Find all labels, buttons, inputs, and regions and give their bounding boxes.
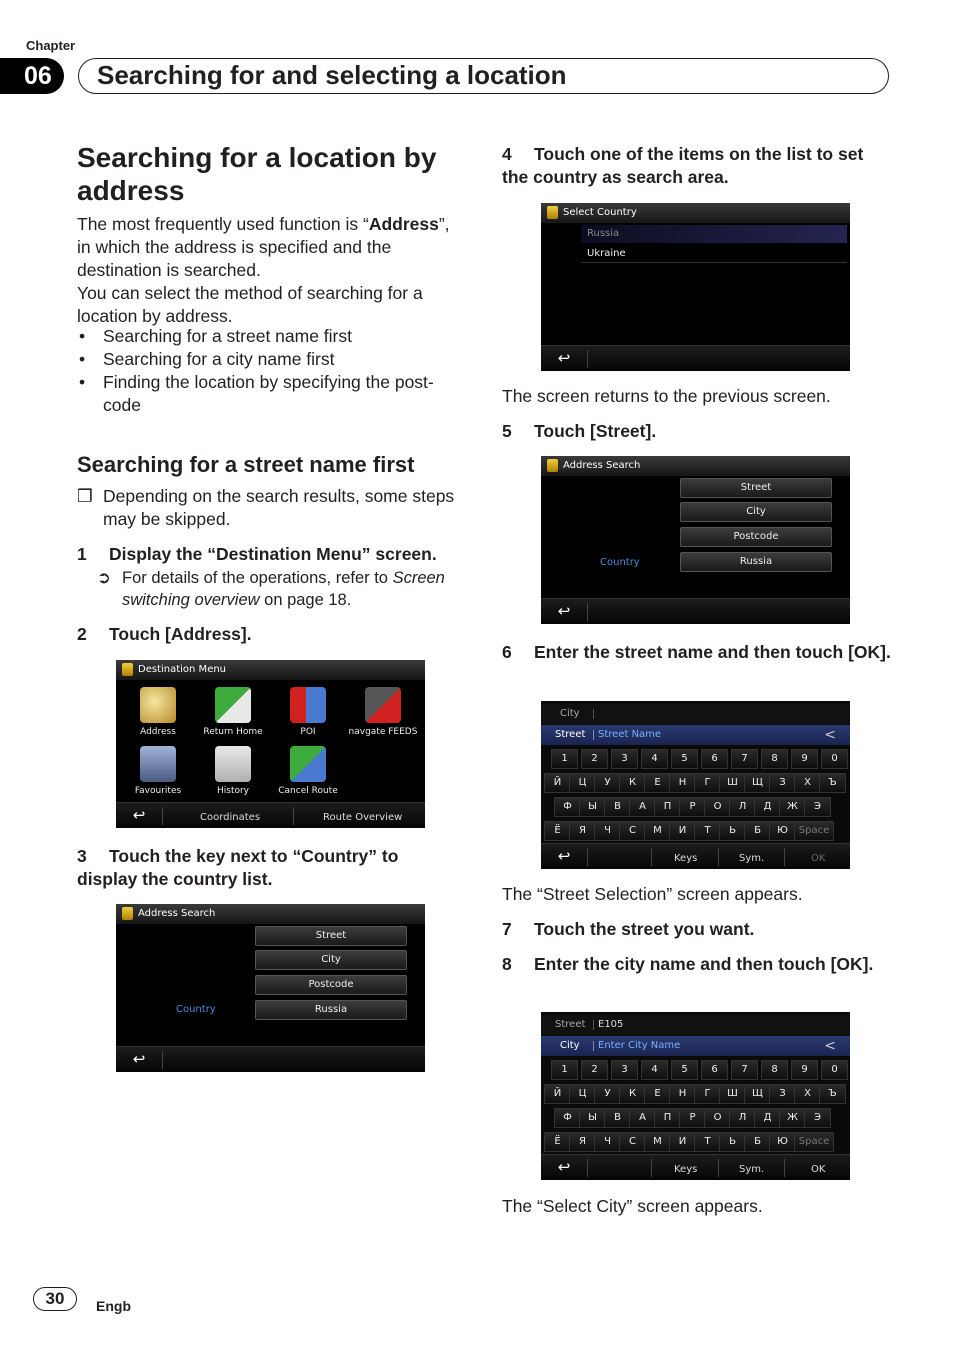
back-button[interactable]: ↩: [132, 806, 146, 824]
divider: [293, 807, 294, 825]
step-5: [502, 420, 656, 443]
step-number: 7: [502, 919, 512, 939]
keyboard-key[interactable]: М: [644, 821, 671, 841]
keyboard-key[interactable]: Т: [694, 821, 721, 841]
keyboard-key[interactable]: 9: [791, 1060, 818, 1080]
screen-bottom-bar: [541, 843, 850, 869]
keyboard-key[interactable]: 0: [821, 749, 848, 769]
menu-history[interactable]: [198, 746, 268, 796]
screen-bottom-bar: [541, 1154, 850, 1180]
step-number: 3: [77, 846, 87, 866]
screen-title: [541, 456, 850, 476]
menu-icon: [547, 206, 558, 219]
step-number: 4: [502, 144, 512, 164]
keyboard-key[interactable]: 7: [731, 749, 758, 769]
language-code: Engb: [96, 1298, 131, 1314]
city-input[interactable]: [541, 1036, 850, 1056]
keyboard-key[interactable]: А: [629, 1108, 656, 1128]
keyboard-key[interactable]: Й: [544, 1084, 571, 1104]
screen-bottom-bar: [116, 802, 425, 828]
menu-navgate-feeds[interactable]: [348, 687, 418, 737]
keys-button[interactable]: Keys: [674, 853, 698, 864]
keyboard-key[interactable]: И: [669, 1132, 696, 1152]
menu-icon: [122, 663, 133, 676]
note-icon: ❒: [77, 486, 93, 506]
keyboard-key[interactable]: Р: [679, 1108, 706, 1128]
step-number: 1: [77, 544, 87, 564]
step-number: 6: [502, 642, 512, 662]
keyboard-key[interactable]: Г: [694, 1084, 721, 1104]
note-text: Depending on the search results, some steps may be skipped.: [103, 486, 455, 529]
keyboard-key[interactable]: В: [604, 797, 631, 817]
step-number: 2: [77, 624, 87, 644]
keys-button[interactable]: Keys: [674, 1164, 698, 1175]
sym-button[interactable]: Sym.: [739, 1164, 765, 1175]
back-button[interactable]: ↩: [557, 349, 571, 367]
list-item: • Searching for a street name first: [77, 325, 462, 348]
menu-icon: [547, 459, 558, 472]
keyboard-key[interactable]: Ъ: [819, 773, 846, 793]
poi-building-icon: [290, 687, 326, 723]
backspace-button[interactable]: <: [824, 727, 836, 743]
intro-paragraph-2: You can select the method of searching for a location by address.: [77, 283, 423, 326]
step-text: Enter the city name and then touch [OK].: [534, 954, 874, 974]
screen-bottom-bar: [541, 598, 850, 624]
magnifier-map-icon: [140, 687, 176, 723]
city-field: [541, 704, 850, 724]
favourites-icon: [140, 746, 176, 782]
step-text: Touch one of the items on the list to set the country as search area.: [502, 144, 864, 187]
field-divider: [593, 730, 594, 740]
step-3: [77, 845, 462, 891]
screen-title-text: Select Country: [563, 207, 637, 218]
keyboard-key[interactable]: Ф: [554, 797, 581, 817]
keyboard-key[interactable]: Я: [569, 821, 596, 841]
keyboard-key[interactable]: 3: [611, 749, 638, 769]
keyboard-key[interactable]: Б: [744, 1132, 771, 1152]
address-search-screen: [116, 904, 425, 1072]
menu-poi[interactable]: [273, 687, 343, 737]
menu-icon: [122, 907, 133, 920]
keyboard-key[interactable]: Х: [794, 1084, 821, 1104]
keyboard-key[interactable]: 2: [581, 749, 608, 769]
postcode-button[interactable]: Postcode: [680, 527, 832, 547]
menu-label: Return Home: [203, 727, 263, 737]
keyboard-key[interactable]: 8: [761, 749, 788, 769]
history-clock-icon: [215, 746, 251, 782]
divider: [718, 1159, 719, 1177]
keyboard-key[interactable]: Ю: [769, 821, 796, 841]
keyboard-key[interactable]: 5: [671, 1060, 698, 1080]
list-item: • Finding the location by specifying the post-code: [77, 371, 462, 417]
keyboard-key[interactable]: Е: [644, 773, 671, 793]
keyboard-key[interactable]: А: [629, 797, 656, 817]
back-button[interactable]: ↩: [132, 1050, 146, 1068]
street-button[interactable]: Street: [255, 926, 407, 946]
street-input[interactable]: [541, 725, 850, 745]
keyboard-key[interactable]: Э: [804, 797, 831, 817]
step-text: Touch [Street].: [534, 421, 657, 441]
keyboard-key[interactable]: Ц: [569, 773, 596, 793]
back-button[interactable]: ↩: [557, 1158, 571, 1176]
divider: [587, 603, 588, 621]
menu-label: Cancel Route: [278, 786, 338, 796]
step-2: [77, 623, 252, 646]
keyboard-key[interactable]: Н: [669, 1084, 696, 1104]
keyboard-key[interactable]: У: [594, 1084, 621, 1104]
ok-button[interactable]: OK: [811, 853, 826, 864]
step-text: Touch [Address].: [109, 624, 252, 644]
keyboard-key[interactable]: У: [594, 773, 621, 793]
navgate-feeds-icon: [365, 687, 401, 723]
detail-link: Screen switching overview: [122, 569, 445, 609]
intro-bold: Address: [368, 214, 439, 234]
keyboard-key[interactable]: Й: [544, 773, 571, 793]
menu-label: Favourites: [134, 786, 182, 796]
step-6: [502, 641, 892, 664]
country-button[interactable]: Russia: [255, 1000, 407, 1020]
country-list-item[interactable]: Russia: [581, 225, 847, 243]
keyboard-key[interactable]: Ю: [769, 1132, 796, 1152]
country-button[interactable]: Russia: [680, 552, 832, 572]
divider: [587, 848, 588, 866]
keyboard-key[interactable]: Ж: [779, 797, 806, 817]
step-text: Enter the street name and then touch [OK].: [534, 642, 891, 662]
select-country-screen: [541, 203, 850, 371]
keyboard-key[interactable]: 2: [581, 1060, 608, 1080]
screen-title: [116, 660, 425, 680]
text-post: ” screen appears.: [666, 884, 803, 904]
street-field-label: Street: [555, 729, 586, 740]
keyboard-key[interactable]: Ш: [719, 1084, 746, 1104]
menu-favourites[interactable]: [123, 746, 193, 796]
country-label: Country: [176, 1004, 216, 1015]
intro-paragraph: [77, 213, 462, 328]
keyboard-key[interactable]: Ы: [579, 1108, 606, 1128]
screen-bottom-bar: [116, 1046, 425, 1072]
destination-menu-screen: [116, 660, 425, 828]
country-label: Country: [600, 557, 640, 568]
postcode-button[interactable]: Postcode: [255, 975, 407, 995]
keyboard-key[interactable]: 9: [791, 749, 818, 769]
street-keyboard-screen: [541, 701, 850, 869]
street-selection-text: [502, 883, 803, 906]
step-4: [502, 143, 892, 189]
screen-bottom-bar: [541, 345, 850, 371]
keyboard-key[interactable]: 7: [731, 1060, 758, 1080]
field-divider: [593, 709, 594, 719]
step-number: 8: [502, 954, 512, 974]
divider: [587, 350, 588, 368]
divider: [651, 1159, 652, 1177]
ok-button[interactable]: OK: [811, 1164, 826, 1175]
menu-label: Address: [140, 727, 176, 737]
city-keyboard-screen: [541, 1012, 850, 1180]
returns-text: The screen returns to the previous screen.: [502, 386, 831, 406]
keyboard-key[interactable]: Ъ: [819, 1084, 846, 1104]
divider: [587, 1159, 588, 1177]
keyboard-key[interactable]: 4: [641, 1060, 668, 1080]
keyboard-key[interactable]: Р: [679, 797, 706, 817]
step-1: [77, 543, 437, 566]
keyboard-key[interactable]: Ц: [569, 1084, 596, 1104]
street-field-value: E105: [598, 1019, 624, 1030]
menu-label: navgate FEEDS: [348, 727, 418, 737]
step-8: [502, 953, 892, 976]
keyboard-key[interactable]: Е: [644, 1084, 671, 1104]
text-post: ” screen appears.: [626, 1196, 763, 1216]
keyboard-key[interactable]: Щ: [744, 1084, 771, 1104]
keyboard-key[interactable]: И: [669, 821, 696, 841]
keyboard-key[interactable]: Space: [794, 1132, 834, 1152]
screen-title-text: Address Search: [138, 908, 216, 919]
screen-title-text: Destination Menu: [138, 664, 227, 675]
city-field-placeholder: Enter City Name: [598, 1040, 681, 1051]
cancel-route-icon: [290, 746, 326, 782]
menu-address[interactable]: [123, 687, 193, 737]
street-field: [541, 1015, 850, 1035]
step-text: Touch the street you want.: [534, 919, 755, 939]
divider: [784, 1159, 785, 1177]
keyboard-key[interactable]: З: [769, 773, 796, 793]
screen-title: [541, 203, 850, 223]
section-title: Searching for and selecting a location: [78, 58, 889, 94]
keyboard-key[interactable]: Ч: [594, 1132, 621, 1152]
keyboard-key[interactable]: Space: [794, 821, 834, 841]
keyboard-key[interactable]: К: [619, 1084, 646, 1104]
keyboard-key[interactable]: Г: [694, 773, 721, 793]
address-search-screen-2: [541, 456, 850, 624]
backspace-button[interactable]: <: [824, 1038, 836, 1054]
text-pre: The “: [502, 1196, 543, 1216]
city-field-label: City: [560, 708, 580, 719]
keyboard-key[interactable]: 0: [821, 1060, 848, 1080]
divider: [162, 807, 163, 825]
keyboard-key[interactable]: Л: [729, 1108, 756, 1128]
step-text: Touch the key next to “Country” to display the country list.: [77, 846, 399, 889]
street-button[interactable]: Street: [680, 478, 832, 498]
intro-text-pre: The most frequently used function is “: [77, 214, 369, 234]
keyboard-key[interactable]: Ё: [544, 821, 571, 841]
page-title: Searching for a location by address: [77, 142, 437, 206]
keyboard-key[interactable]: Ь: [719, 1132, 746, 1152]
keyboard-key[interactable]: Щ: [744, 773, 771, 793]
intro-text-post: ”, in which the address is specified and the destination is searched.: [77, 214, 450, 280]
keyboard-key[interactable]: 6: [701, 749, 728, 769]
detail-text: For details of the operations, refer to: [122, 569, 393, 587]
keyboard-key[interactable]: Н: [669, 773, 696, 793]
keyboard-key[interactable]: П: [654, 1108, 681, 1128]
city-field-label: City: [560, 1040, 580, 1051]
step-number: 5: [502, 421, 512, 441]
keyboard-key[interactable]: Л: [729, 797, 756, 817]
home-icon: [215, 687, 251, 723]
step-text: Display the “Destination Menu” screen.: [109, 544, 437, 564]
keyboard-key[interactable]: Ч: [594, 821, 621, 841]
keyboard-key[interactable]: С: [619, 821, 646, 841]
step-7: [502, 918, 754, 941]
list-item: • Searching for a city name first: [77, 348, 462, 371]
divider: [718, 848, 719, 866]
menu-label: POI: [300, 727, 316, 737]
city-button[interactable]: City: [680, 502, 832, 522]
keyboard-key[interactable]: З: [769, 1084, 796, 1104]
divider: [784, 848, 785, 866]
keyboard-key[interactable]: 6: [701, 1060, 728, 1080]
text-pre: The “: [502, 884, 543, 904]
menu-label: History: [216, 786, 250, 796]
keyboard-key[interactable]: В: [604, 1108, 631, 1128]
street-field-label: Street: [555, 1019, 586, 1030]
back-button[interactable]: ↩: [557, 602, 571, 620]
keyboard-key[interactable]: Т: [694, 1132, 721, 1152]
menu-return-home[interactable]: [198, 687, 268, 737]
keyboard-key[interactable]: 3: [611, 1060, 638, 1080]
keyboard-key[interactable]: Ф: [554, 1108, 581, 1128]
sym-button[interactable]: Sym.: [739, 853, 765, 864]
screen-title-text: Address Search: [563, 460, 641, 471]
city-button[interactable]: City: [255, 950, 407, 970]
field-divider: [593, 1041, 594, 1051]
keyboard-key[interactable]: Д: [754, 1108, 781, 1128]
keyboard-key[interactable]: 5: [671, 749, 698, 769]
keyboard-key[interactable]: Х: [794, 773, 821, 793]
keyboard-key[interactable]: Ы: [579, 797, 606, 817]
keyboard-key[interactable]: О: [704, 1108, 731, 1128]
field-divider: [593, 1020, 594, 1030]
menu-cancel-route[interactable]: [273, 746, 343, 796]
keyboard-key[interactable]: Я: [569, 1132, 596, 1152]
keyboard-key[interactable]: М: [644, 1132, 671, 1152]
chapter-label: Chapter: [26, 38, 76, 53]
keyboard-key[interactable]: К: [619, 773, 646, 793]
text-bold: Select City: [542, 1196, 627, 1216]
select-city-text: [502, 1195, 763, 1218]
keyboard-key[interactable]: Ж: [779, 1108, 806, 1128]
screen-title: [116, 904, 425, 924]
keyboard-key[interactable]: Ё: [544, 1132, 571, 1152]
divider: [651, 848, 652, 866]
keyboard-key[interactable]: П: [654, 797, 681, 817]
method-list: [77, 325, 462, 417]
route-overview-button[interactable]: Route Overview: [323, 812, 403, 823]
detail-text-post: on page 18.: [259, 591, 352, 609]
text-bold: Street Selection: [542, 884, 667, 904]
keyboard-key[interactable]: 4: [641, 749, 668, 769]
keyboard-key[interactable]: Д: [754, 797, 781, 817]
keyboard-key[interactable]: Э: [804, 1108, 831, 1128]
keyboard-key[interactable]: О: [704, 797, 731, 817]
keyboard-key[interactable]: Ь: [719, 821, 746, 841]
keyboard-key[interactable]: 8: [761, 1060, 788, 1080]
country-list-item[interactable]: Ukraine: [581, 245, 847, 263]
page-number: 30: [33, 1287, 77, 1311]
subsection-title: Searching for a street name first: [77, 452, 415, 477]
keyboard-key[interactable]: 1: [551, 749, 578, 769]
keyboard-key[interactable]: Б: [744, 821, 771, 841]
keyboard-key[interactable]: Ш: [719, 773, 746, 793]
keyboard-key[interactable]: С: [619, 1132, 646, 1152]
divider: [162, 1051, 163, 1069]
coordinates-button[interactable]: Coordinates: [200, 812, 261, 823]
street-field-placeholder: Street Name: [598, 729, 662, 740]
keyboard-key[interactable]: 1: [551, 1060, 578, 1080]
back-button[interactable]: ↩: [557, 847, 571, 865]
note: [77, 485, 462, 531]
arrow-icon: ➲: [97, 569, 111, 587]
chapter-number: 06: [0, 58, 64, 94]
step-1-detail: [97, 567, 462, 611]
